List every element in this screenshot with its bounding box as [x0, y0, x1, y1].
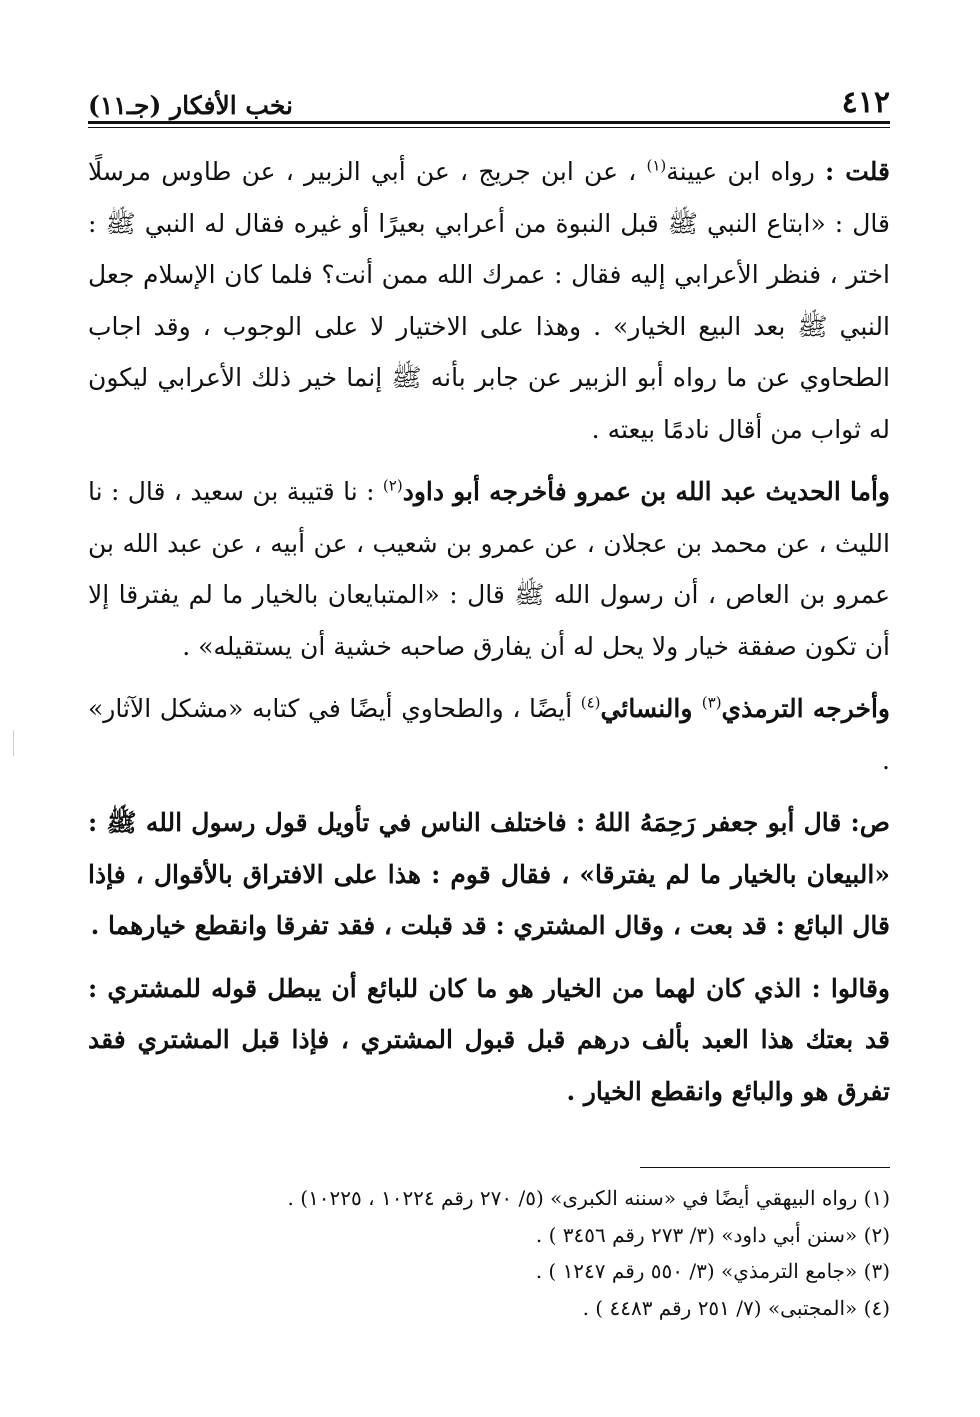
page-number: ٤١٢ [841, 85, 890, 120]
footnote-ref[interactable]: (٣) [701, 693, 722, 712]
paragraph-lead: وأخرجه الترمذي [721, 694, 890, 723]
footnotes [88, 1180, 890, 1326]
footnote-4: (٤) «المجتبى» (٧/ ٢٥١ رقم ٤٤٨٣ ) . [582, 1295, 890, 1320]
footnote-separator [640, 1167, 890, 1168]
footnote-ref[interactable]: (١) [646, 156, 667, 175]
paragraph-text: ، عن ابن جريج ، عن أبي الزبير ، عن طاوس مرسلًا قال : «ابتاع النبي ﷺ قبل النبوة من أعرابي بعيرًا أو غيره فقال له النبي ﷺ : اختر ، فنظر الأعرابي إليه فقال : عمرك الله ممن أنت؟ فلما كان الإسلام جعل النبي ﷺ بعد البيع الخيار» . وهذا على الاختيار لا على الوجوب ، وقد اجاب الطحاوي عن ما رواه أبو الزبير عن جابر بأنه ﷺ إنما خير ذلك الأعرابي ليكون له ثواب من أقال نادمًا بيعته . [88, 157, 890, 444]
paragraph-lead: وأما الحديث عبد الله بن عمرو فأخرجه أبو داود [402, 477, 890, 506]
paragraph-3 [88, 683, 890, 786]
header-rule [88, 121, 890, 124]
book-title: نخب الأفكار (جـ١١) [88, 91, 294, 120]
paragraph-4: ص: قال أبو جعفر رَحِمَهُ اللهُ : فاختلف الناس في تأويل قول رسول الله ﷺ : «البيعان بالخيار ما لم يفترقا» ، فقال قوم : هذا على الافتراق بالأقوال ، فإذا قال البائع : قد بعت ، وقال المشتري : قد قبلت ، فقد تفرقا وانقطع خيارهما . [88, 808, 890, 940]
running-header [88, 78, 890, 118]
paragraph-text: أيضًا ، والطحاوي أيضًا في كتابه «مشكل الآثار» . [88, 694, 890, 775]
footnote-ref[interactable]: (٤) [580, 693, 601, 712]
footnote-2: (٢) «سنن أبي داود» (٣/ ٢٧٣ رقم ٣٤٥٦ ) . [535, 1222, 890, 1247]
paragraph-lead: والنسائي [600, 694, 702, 723]
paragraph-text: رواه ابن عيينة [666, 157, 825, 186]
paragraph-lead: قلت : [825, 157, 890, 186]
footnote-ref[interactable]: (٢) [382, 476, 403, 495]
footnote-3: (٣) «جامع الترمذي» (٣/ ٥٥٠ رقم ١٢٤٧ ) . [535, 1259, 890, 1283]
paragraph-text: : نا قتيبة بن سعيد ، قال : نا الليث ، عن محمد بن عجلان ، عن عمرو بن شعيب ، عن أبيه ، عن عبد الله بن عمرو بن العاص ، أن رسول الله ﷺ قال : «المتبايعان بالخيار ما لم يفترقا إلا أن تكون صفقة خيار ولا يحل له أن يفارق صاحبه خشية أن يستقيله» . [88, 477, 890, 661]
paragraph-1 [88, 146, 890, 455]
scan-margin-mark [13, 730, 14, 756]
paragraph-2 [88, 466, 890, 672]
footnote-1: (١) رواه البيهقي أيضًا في «سننه الكبرى» (٥/ ٢٧٠ رقم ١٠٢٢٤ ، ١٠٢٢٥) . [287, 1186, 890, 1210]
paragraph-5: وقالوا : الذي كان لهما من الخيار هو ما كان للبائع أن يبطل قوله للمشتري : قد بعتك هذا العبد بألف درهم قبل قبول المشتري ، فإذا قبل المشتري فقد تفرق هو والبائع وانقطع الخيار . [88, 973, 890, 1106]
header-rule-thin [88, 127, 890, 128]
main-text [88, 146, 890, 1117]
